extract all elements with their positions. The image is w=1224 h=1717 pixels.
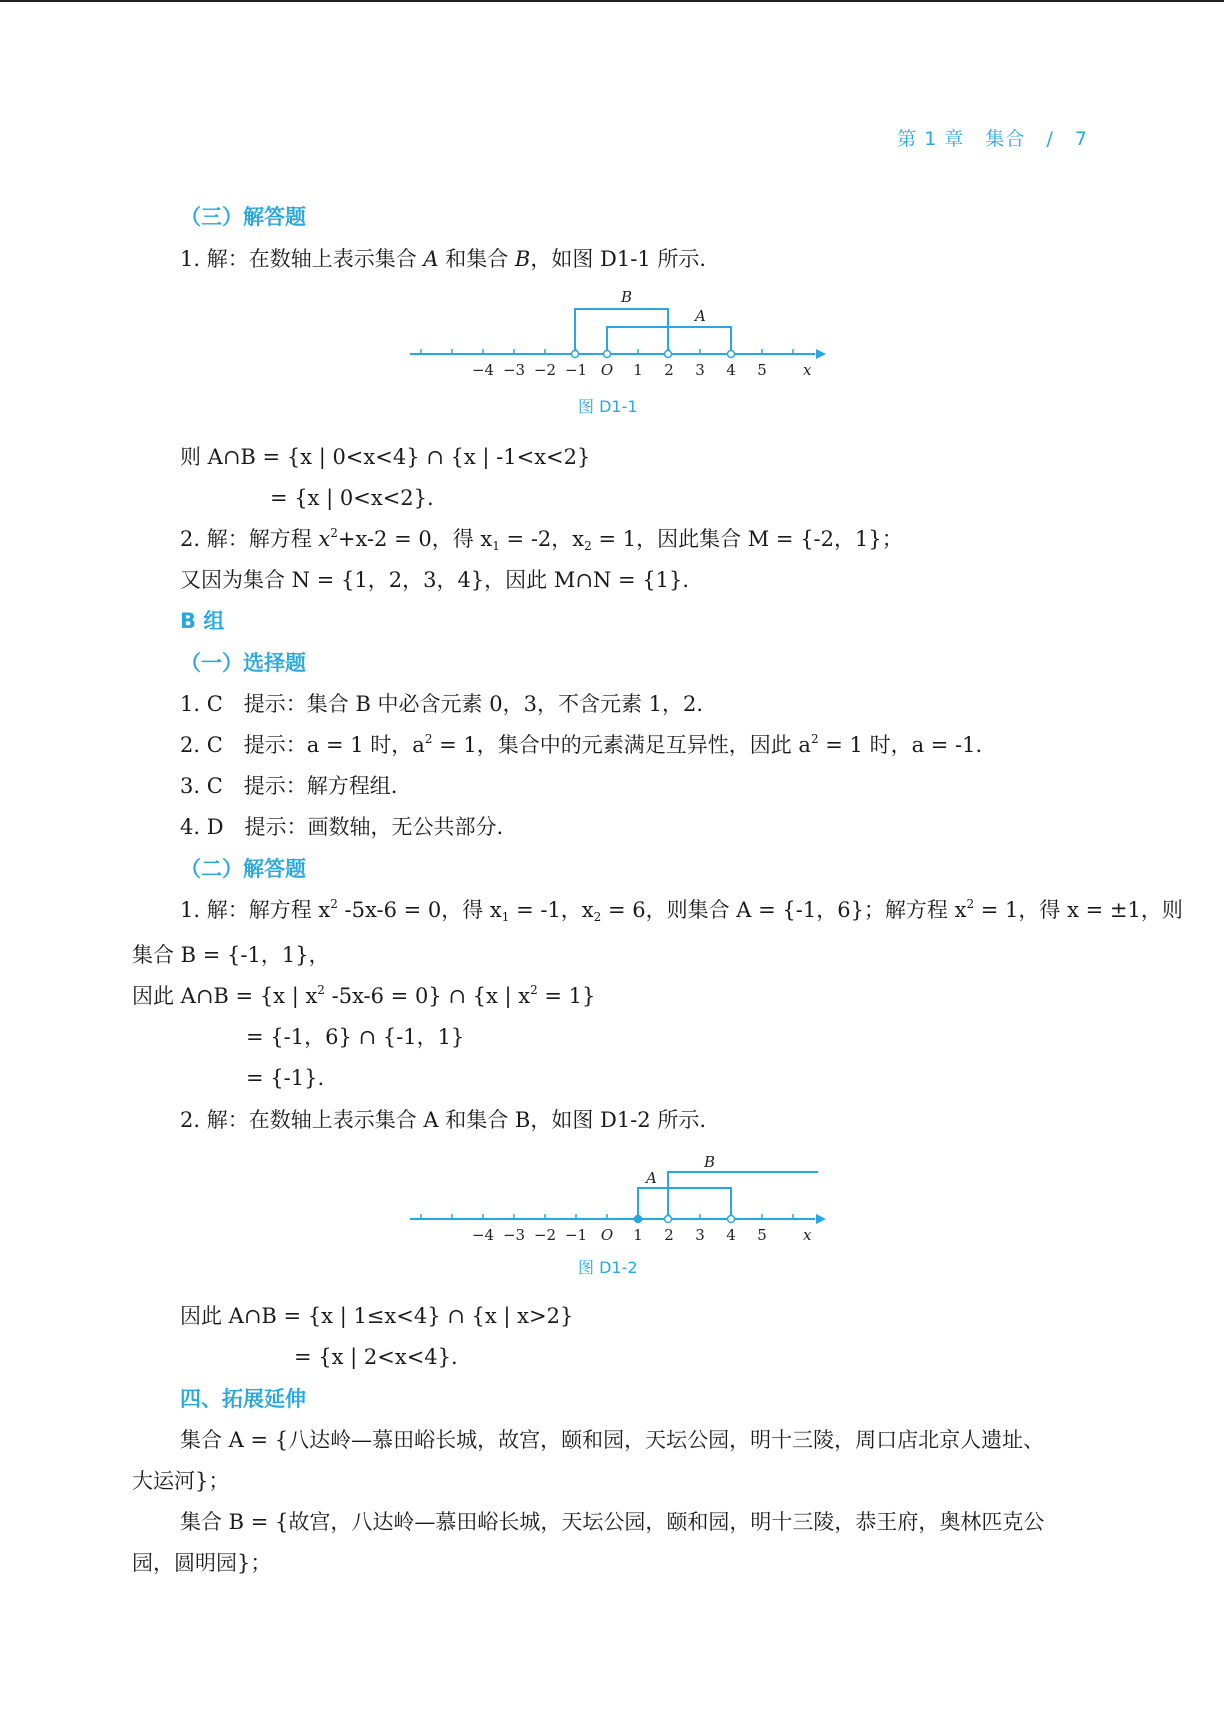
extension-line-2: 大运河}； [132, 1469, 230, 1493]
axis-arrow [816, 1214, 826, 1224]
tick-label: −4 [471, 1226, 495, 1240]
solution-2-intro: 2. 解：在数轴上表示集合 A 和集合 B，如图 D1-2 所示. [180, 1108, 707, 1132]
answer-1-intro: 1. 解：在数轴上表示集合 A 和集合 B，如图 D1-1 所示. [180, 247, 707, 271]
tick-label: 3 [695, 1226, 705, 1240]
tick-label: −3 [502, 361, 526, 375]
tick-label: −2 [533, 361, 557, 375]
axis-arrow [816, 349, 826, 359]
solution-1-line-3: 因此 A∩B = {x | $x^2$ -5x-6 = 0} ∩ {x | $x^2 = 1$} [132, 983, 596, 1008]
closed-point-1 [635, 1216, 642, 1223]
choice-1: 1. C 提示：集合 B 中必含元素 0，3，不含元素 1，2. [180, 692, 704, 716]
tick-label: −3 [502, 1226, 526, 1240]
section-heading: 四、拓展延伸 [180, 1387, 306, 1411]
section-heading: （二）解答题 [180, 857, 306, 881]
axis-label-x: x [803, 1226, 812, 1240]
open-point-0 [604, 351, 611, 358]
answer-2-line-1: 2. 解：解方程 $x^2+x-2 = 0$，得 $x_1 = -2$，$x_2 = 1$，因此集合 M = {-2，1}； [180, 526, 903, 553]
extension-line-1: 集合 A = {八达岭—慕田峪长城，故宫，颐和园，天坛公园，明十三陵，周口店北京人遗址、 [180, 1428, 1045, 1452]
tick-label: O [600, 1226, 614, 1240]
answer-1-result-1: 则 A∩B = {x | 0<x<4} ∩ {x | -1<x<2} [180, 445, 591, 469]
extension-line-3: 集合 B = {故宫，八达岭—慕田峪长城，天坛公园，颐和园，明十三陵，恭王府，奥林匹克公 [180, 1510, 1045, 1534]
label-B: B [621, 288, 633, 306]
group-heading: B 组 [180, 609, 225, 633]
solution-1-line-5: = {-1}. [246, 1066, 325, 1090]
chapter-title: 集合 [985, 128, 1026, 150]
solution-1-line-4: = {-1，6} ∩ {-1，1} [246, 1025, 465, 1049]
solution-1-line-2: 集合 B = {-1，1}， [132, 943, 330, 967]
page-number: 7 [1074, 128, 1088, 150]
section-heading: （三）解答题 [180, 205, 306, 229]
open-point-4 [728, 351, 735, 358]
top-rule [0, 0, 1224, 2]
label-A: A [646, 1169, 657, 1187]
header-separator: / [1046, 128, 1054, 150]
open-point-2 [665, 1216, 672, 1223]
open-point-2 [665, 351, 672, 358]
solution-1-line-1: 1. 解：解方程 $x^2$ -5x-6 = 0，得 $x_1 = -1$，$x_2 = 6$，则集合 A = {-1，6}；解方程 $x^2 = 1$，得 x = ±1，则 [180, 897, 1183, 924]
tick-label: 2 [664, 361, 674, 375]
tick-label: −2 [533, 1226, 557, 1240]
open-point-minus1 [572, 351, 579, 358]
tick-label: 4 [726, 1226, 736, 1240]
extension-line-4: 园，圆明园}； [132, 1551, 272, 1575]
number-line-figure-1 [400, 285, 830, 375]
interval-B [668, 1172, 818, 1219]
label-B: B [704, 1153, 716, 1171]
open-point-4 [728, 1216, 735, 1223]
axis-label-x: x [803, 361, 812, 375]
tick-label: O [600, 361, 614, 375]
figure-2-caption: 图 D1-2 [578, 1258, 638, 1277]
answer-1-result-2: = {x | 0<x<2}. [270, 486, 434, 510]
tick-label: 4 [726, 361, 736, 375]
choice-4: 4. D 提示：画数轴，无公共部分. [180, 815, 504, 839]
tick-label: 5 [757, 361, 767, 375]
interval-A [638, 1188, 731, 1219]
chapter-label: 第 1 章 [897, 128, 965, 150]
tick-label: 3 [695, 361, 705, 375]
tick-label: 1 [633, 361, 643, 375]
tick-label: 5 [757, 1226, 767, 1240]
answer-2-line-2: 又因为集合 N = {1，2，3，4}，因此 M∩N = {1}. [180, 568, 690, 592]
figure-1-caption: 图 D1-1 [578, 397, 638, 416]
tick-label: 2 [664, 1226, 674, 1240]
tick-label: −1 [564, 361, 588, 375]
solution-2-result-2: = {x | 2<x<4}. [294, 1345, 458, 1369]
tick-label: 1 [633, 1226, 643, 1240]
tick-label: −1 [564, 1226, 588, 1240]
section-heading: （一）选择题 [180, 651, 306, 675]
interval-B [575, 309, 668, 354]
number-line-figure-2 [400, 1150, 830, 1240]
running-header [883, 124, 1088, 151]
choice-2: 2. C 提示：a = 1 时，$a^2 = 1$，集合中的元素满足互异性，因此 $a^2 = 1$ 时，a = -1. [180, 732, 983, 757]
solution-2-result-1: 因此 A∩B = {x | 1≤x<4} ∩ {x | x>2} [180, 1304, 574, 1328]
choice-3: 3. C 提示：解方程组. [180, 774, 398, 798]
label-A: A [695, 307, 706, 325]
tick-label: −4 [471, 361, 495, 375]
